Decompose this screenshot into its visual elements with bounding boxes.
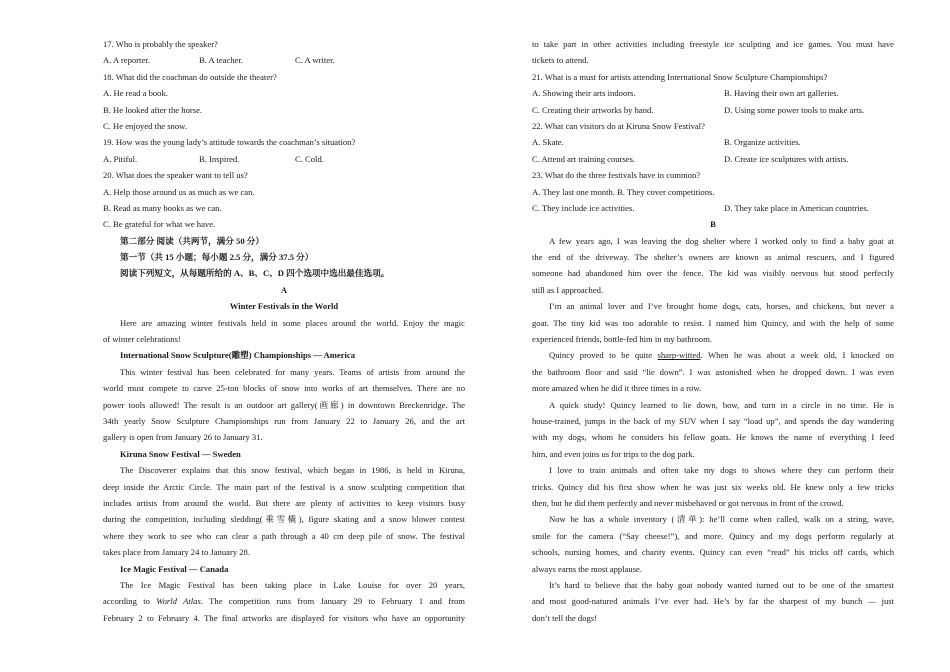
passage-line: goat. The tiny kid was too adorable to resist. I named him Quincy, and with the help of some [532, 317, 894, 328]
option-a: A. Skate. [532, 137, 564, 148]
passage-line [103, 593, 465, 609]
passage-a-title: Winter Festivals in the World [229, 301, 339, 312]
passage-line: It’s hard to believe that the baby goat nobody wanted turned out to be one of the smartest [549, 579, 894, 590]
option-a: A. Help those around us as much as we can. [103, 186, 255, 197]
passage-line: experienced friends, bottle-fed him in my bathroom. [532, 334, 712, 345]
passage-line: during the competition, including sledding(乘雪橇), figure skating and a snow blower contest [103, 514, 465, 525]
passage-line: house-trained, jumps in the back of my SUV when I say “load up”, and spends the day wandering [532, 415, 894, 426]
option-b: B. Organize activities. [724, 137, 801, 148]
festival-3-heading: Ice Magic Festival — Canada [120, 563, 229, 574]
question-22-stem: 22. What can visitors do at Kiruna Snow Festival? [532, 120, 705, 131]
question-17-options [103, 52, 465, 68]
text-run: . The competition runs from January 29 to February 1 and from [200, 596, 465, 607]
passage-line: still as I approached. [532, 284, 604, 295]
passage-b-letter: B [710, 219, 716, 230]
option-b: B. A teacher. [199, 55, 243, 66]
passage-line: world must compete to carve 25-ton blocks of snow into works of art themselves. There are no [103, 383, 465, 394]
passage-line: schools, nursing homes, and charity events. Quincy can even “read” his tricks off cards, which [532, 547, 894, 558]
question-20-stem: 20. What does the speaker want to tell us? [103, 170, 248, 181]
left-column [103, 36, 465, 626]
passage-line: then, but he did them perfectly and never misbehaved or got nervous in front of the crowd. [532, 497, 844, 508]
option-b: B. He looked after the horse. [103, 104, 203, 115]
passage-line: someone had abandoned him over the fence. The kid was visibly nervous but stood perfectly [532, 268, 894, 279]
passage-a-letter: A [280, 284, 288, 295]
option-c: C. Attend art training courses. [532, 153, 636, 164]
festival-2-heading: Kiruna Snow Festival — Sweden [120, 448, 241, 459]
underlined-word: sharp-witted [657, 350, 701, 361]
text-run: according to [103, 596, 157, 607]
option-c: C. He enjoyed the snow. [103, 120, 187, 131]
question-21-stem: 21. What is a must for artists attending International Snow Sculpture Championships? [532, 71, 828, 82]
option-d: D. Create ice sculptures with artists. [724, 153, 849, 164]
option-a: A. Pitiful. [103, 153, 138, 164]
question-21-options-ab [532, 85, 894, 101]
festival-1-heading: International Snow Sculpture(雕塑) Championships — America [120, 350, 356, 361]
passage-line: I’m an animal lover and I’ve brought home dogs, cats, horses, and chickens, but never a [549, 301, 894, 312]
option-d: D. They take place in American countries. [724, 202, 869, 213]
passage-line: of winter celebrations! [103, 334, 181, 345]
passage-line [532, 347, 894, 363]
passage-line: February 2 to February 4. The final artworks are displayed for visitors who have an opportunity [103, 612, 465, 623]
passage-line: tickets to attend. [532, 55, 589, 66]
section-1-heading: 第一节（共 15 小题；每小题 2.5 分，满分 37.5 分） [120, 252, 314, 263]
option-a: A. Showing their arts indoors. [532, 88, 636, 99]
passage-line: the end of the driveway. The shelter’s owners are known as animal rescuers, and I figured [532, 252, 894, 263]
passage-line: where they work to see who can clear a path through a 40 cm deep pile of snow. The festival [103, 530, 465, 541]
question-23-options-cd [532, 200, 894, 216]
passage-line: Here are amazing winter festivals held in some places around the world. Enjoy the magic [120, 317, 465, 328]
option-c: C. Be grateful for what we have. [103, 219, 216, 230]
option-b: B. Read as many books as we can. [103, 202, 222, 213]
passage-line: 34th yearly Snow Sculpture Championships run from January 22 to January 26, and the art [103, 415, 465, 426]
option-d: D. Using some power tools to make arts. [724, 104, 865, 115]
passage-line: to take part in other activities including freestyle ice sculpting and ice games. You must have [532, 39, 894, 49]
option-c: C. Creating their artworks by hand. [532, 104, 654, 115]
passage-line: The Ice Magic Festival has been taking place in Lake Louise for over 20 years, [120, 579, 465, 590]
question-23-stem: 23. What do the three festivals have in common? [532, 170, 701, 181]
question-19-stem: 19. How was the young lady’s attitude towards the coachman’s situation? [103, 137, 356, 148]
question-19-options [103, 151, 465, 167]
passage-line: always earns the most applause. [532, 563, 643, 574]
option-a: A. He read a book. [103, 88, 168, 99]
question-17-stem: 17. Who is probably the speaker? [103, 39, 218, 49]
text-run: . When he was about a week old, I knocked on [700, 350, 894, 361]
question-22-options-ab [532, 134, 894, 150]
passage-line: This winter festival has been celebrated for many years. Teams of artists from around the [120, 366, 465, 377]
reading-instruction: 阅读下列短文，从每题所给的 A、B、C、D 四个选项中选出最佳选项。 [120, 268, 390, 279]
passage-line: with my dogs, whom he considers his fellow goats. He knows the name of everything I feed [532, 432, 894, 443]
question-18-stem: 18. What did the coachman do outside the theater? [103, 71, 277, 82]
source-title: World Atlas [156, 596, 201, 607]
passage-line: The Discoverer explains that this snow festival, which began in 1986, is held in Kiruna, [120, 465, 465, 476]
passage-line: takes place from January 24 to January 28. [103, 547, 251, 558]
passage-line: him, and even joins us for trips to the dog park. [532, 448, 695, 459]
option-c: C. Cold. [295, 153, 324, 164]
option-c: C. They include ice activities. [532, 202, 635, 213]
passage-line: I love to train animals and often take my dogs to shows where they can perform their [549, 465, 894, 476]
right-column [532, 36, 894, 626]
option-c: C. A writer. [295, 55, 335, 66]
passage-line: power tools allowed! The result is an outdoor art gallery(画廊) in downtown Breckenridge. The [103, 399, 465, 410]
passage-line: A quick study! Quincy learned to lie down, bow, and turn in a circle in no time. He is [549, 399, 894, 410]
question-21-options-cd [532, 102, 894, 118]
question-23-options-ab: A. They last one month. B. They cover competitions. [532, 186, 715, 197]
text-run: Quincy proved to be quite [549, 350, 658, 361]
question-22-options-cd [532, 151, 894, 167]
option-b: B. Inspired. [199, 153, 240, 164]
passage-line: A few years ago, I was leaving the dog shelter where I worked only to find a baby goat at [549, 235, 894, 246]
passage-line: gallery is open from January 26 to January 31. [103, 432, 263, 443]
passage-line: tricks. Quincy did his first show when he was just six weeks old. He knew only a few tricks [532, 481, 894, 492]
passage-line: includes artists from around the world. But there are plenty of activities to keep visitors busy [103, 497, 465, 508]
passage-line: more amazed when he did it three times in a row. [532, 383, 702, 394]
passage-line: don’t tell the dogs! [532, 612, 598, 623]
passage-line: Now he has a whole inventory (清单): he’ll come when called, walk on a string, wave, [549, 514, 894, 525]
passage-line: smile for the camera (“Say cheese!”), and more. Quincy and my dogs perform regularly at [532, 530, 894, 541]
option-b: B. Having their own art galleries. [724, 88, 839, 99]
option-a: A. A reporter. [103, 55, 150, 66]
passage-line: deep inside the Arctic Circle. The main part of the festival is a snow sculpting competition that [103, 481, 465, 492]
part-2-heading: 第二部分 阅读（共两节，满分 50 分） [120, 235, 264, 246]
passage-line: and most good-natured animals I’ve ever had. He’s by far the sharpest of my bunch — just [532, 596, 894, 607]
passage-line: the bathroom floor and said “lie down”. I was astonished when he dropped down. I was even [532, 366, 894, 377]
